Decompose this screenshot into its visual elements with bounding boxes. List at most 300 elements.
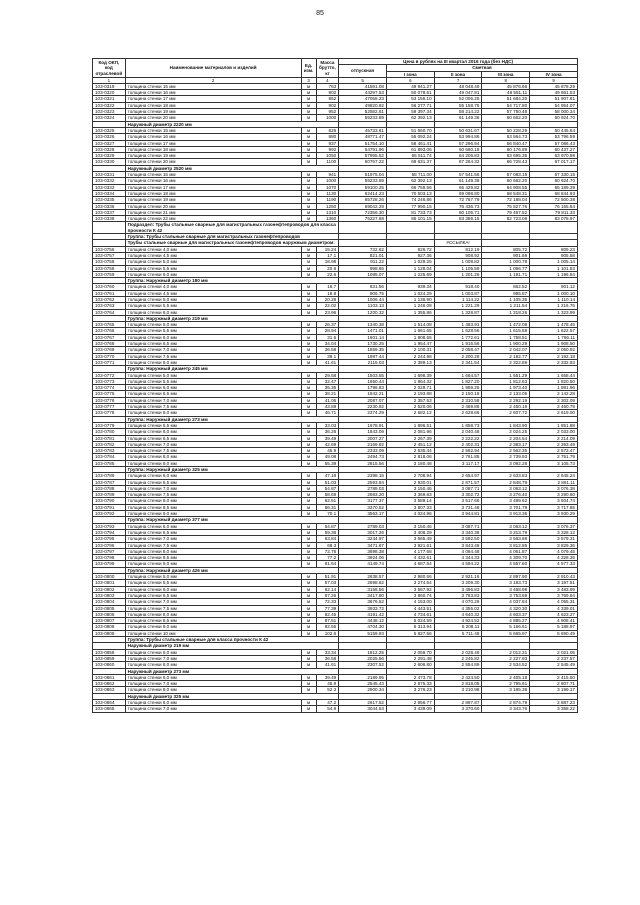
item-price: 1 851.88: [530, 422, 578, 428]
item-price: 3417.80: [339, 592, 387, 598]
item-unit: м: [301, 184, 316, 190]
item-price: 4 094.48: [434, 548, 482, 554]
item-price: 58 214.22: [434, 109, 482, 115]
item-price: 2 383.17: [482, 441, 530, 447]
item-price: 4 061.87: [482, 548, 530, 554]
item-code: 103-0332: [93, 178, 126, 184]
item-code: 103-0777: [93, 404, 126, 410]
item-mass: 1100: [316, 159, 339, 165]
item-code: 103-0791: [93, 504, 126, 510]
item-price: 3 829.36: [530, 542, 578, 548]
item-name: толщина стенки 5,5 мм: [125, 265, 301, 271]
item-price: 2 545.49: [530, 662, 578, 668]
item-price: 3 731.48: [434, 504, 482, 510]
item-name: толщина стенки 7,0 мм: [125, 599, 301, 605]
item-price: 3 783.83: [434, 592, 482, 598]
item-name: толщина стенки 15 мм: [125, 83, 301, 89]
item-price: 4 355.02: [434, 605, 482, 611]
table-body: [93, 83, 578, 712]
item-mass: 51.03: [316, 479, 339, 485]
item-price: 54791.96: [339, 146, 387, 152]
item-price: 2 645.24: [530, 473, 578, 479]
item-code: 103-0759: [93, 271, 126, 277]
item-price: 1 211.54: [482, 303, 530, 309]
item-code: 103-0861: [93, 674, 126, 680]
item-mass: 55.39: [316, 460, 339, 466]
item-price: 2 795.61: [482, 681, 530, 687]
item-price: 4 906.41: [530, 618, 578, 624]
item-price: 3 843.48: [434, 542, 482, 548]
item-price: 56 840.47: [482, 140, 530, 146]
item-price: 51754.10: [339, 140, 387, 146]
item-price: 65 189.39: [530, 184, 578, 190]
item-unit: м: [301, 460, 316, 466]
item-code: 103-0763: [93, 303, 126, 309]
item-mass: 41.61: [316, 662, 339, 668]
item-price: 53 156.10: [386, 96, 434, 102]
item-mass: 1000: [316, 178, 339, 184]
item-price: 2 142.28: [530, 391, 578, 397]
item-price: 3 369.83: [386, 492, 434, 498]
item-name: толщина стенки 19 мм: [125, 153, 301, 159]
item-price: 911.22: [339, 259, 387, 265]
item-price: 45 878.29: [530, 83, 578, 89]
item-mass: 54.9: [316, 706, 339, 712]
item-price: 2 897.90: [482, 574, 530, 580]
item-price: 60 660.18: [434, 146, 482, 152]
item-price: 68 844.93: [530, 190, 578, 196]
item-mass: 1050: [316, 153, 339, 159]
item-price: 3 180.48: [386, 460, 434, 466]
section-title: Подраздел: Трубы стальные сварные для магистральных газонефтепроводов для класса прочности К 42: [125, 222, 339, 234]
item-code: 103-0775: [93, 391, 126, 397]
item-code: 103-0778: [93, 410, 126, 416]
item-price: 2 980.56: [386, 574, 434, 580]
item-unit: м: [301, 341, 316, 347]
item-price: 1503.55: [339, 372, 387, 378]
section-title: Группа: Трубы стальные сварные для магистральных газонефтепроводов: [125, 234, 339, 240]
item-price: 1 008.82: [434, 259, 482, 265]
item-price: 3 340.38: [434, 529, 482, 535]
item-price: 62414.23: [339, 190, 387, 196]
item-price: 48771.47: [339, 134, 387, 140]
item-price: 1 128.04: [386, 265, 434, 271]
item-price: 1 110.14: [530, 296, 578, 302]
item-name: толщина стенки 6,5 мм: [125, 592, 301, 598]
item-price: 2189.95: [339, 674, 387, 680]
item-price: 2593.84: [339, 479, 387, 485]
item-price: 54 954.07: [530, 102, 578, 108]
item-price: 1 136.90: [386, 296, 434, 302]
item-price: 4 885.27: [482, 618, 530, 624]
item-price: 60 662.20: [482, 178, 530, 184]
item-code: 103-0806: [93, 611, 126, 617]
group-title: Группа: Наружный диаметр 245 мм: [125, 366, 339, 372]
item-price: 3 185.38: [482, 687, 530, 693]
item-price: 1 355.86: [386, 309, 434, 315]
item-unit: м: [301, 523, 316, 529]
item-price: 79 467.52: [482, 209, 530, 215]
item-unit: м: [301, 655, 316, 661]
item-unit: м: [301, 580, 316, 586]
group-title: Наружный диаметр 273 мм: [125, 668, 339, 674]
item-price: 3 753.69: [482, 592, 530, 598]
item-unit: м: [301, 197, 316, 203]
header-smetnaya: Сметная: [386, 65, 577, 71]
item-unit: м: [301, 115, 316, 121]
item-name: толщина стенки 19 мм: [125, 197, 301, 203]
item-code: 103-0771: [93, 359, 126, 365]
item-mass: 32.47: [316, 378, 339, 384]
item-mass: 937: [316, 140, 339, 146]
item-price: 4 177.68: [386, 548, 434, 554]
item-name: толщина стенки 21 мм: [125, 209, 301, 215]
item-price: 2 469.88: [434, 404, 482, 410]
item-price: 2900.34: [339, 687, 387, 693]
item-price: 2230.92: [339, 404, 387, 410]
item-code: 103-0779: [93, 422, 126, 428]
item-mass: 35.35: [316, 385, 339, 391]
item-price: 1 758.51: [482, 334, 530, 340]
item-name: толщина стенки 17 мм: [125, 184, 301, 190]
col-number: 5: [339, 77, 387, 83]
item-price: 2 310.58: [434, 397, 482, 403]
item-price: 2638.57: [339, 574, 387, 580]
item-unit: м: [301, 473, 316, 479]
item-mass: 62.14: [316, 586, 339, 592]
item-mass: 880: [316, 134, 339, 140]
item-price: 3158.56: [339, 586, 387, 592]
item-code: 103-0797: [93, 548, 126, 554]
item-price: 1 225.69: [386, 271, 434, 277]
item-name: толщина стенки 7,0 мм: [125, 536, 301, 542]
item-name: толщина стенки 8,0 мм: [125, 662, 301, 668]
item-code: 103-0328: [93, 146, 126, 152]
item-name: толщина стенки 20 мм: [125, 115, 301, 121]
item-price: 2 058.47: [434, 347, 482, 353]
item-price: 2 861.11: [530, 479, 578, 485]
item-mass: 38.21: [316, 391, 339, 397]
item-price: 67 264.32: [434, 159, 482, 165]
item-price: 3 210.98: [434, 687, 482, 693]
item-price: 2 871.57: [434, 479, 482, 485]
item-price: 1 664.57: [434, 372, 482, 378]
item-price: 3 807.33: [386, 504, 434, 510]
item-code: 103-0865: [93, 706, 126, 712]
item-price: 2 887.23: [530, 699, 578, 705]
item-price: 3 563.88: [482, 536, 530, 542]
item-price: 61 149.38: [434, 178, 482, 184]
item-unit: м: [301, 209, 316, 215]
item-price: 1 105.36: [482, 296, 530, 302]
item-name: толщина стенки 7,5 мм: [125, 353, 301, 359]
item-unit: м: [301, 303, 316, 309]
item-price: 67 017.17: [530, 159, 578, 165]
item-price: 862.52: [482, 284, 530, 290]
item-price: 63 695.36: [482, 153, 530, 159]
item-price: 812.19: [434, 246, 482, 252]
item-price: 1 196.84: [530, 271, 578, 277]
item-price: 68 631.37: [386, 159, 434, 165]
item-price: 85 101.15: [386, 216, 434, 222]
item-price: 3 358.22: [530, 706, 578, 712]
item-mass: 87.51: [316, 618, 339, 624]
item-name: толщина стенки 18 мм: [125, 146, 301, 152]
header-zone-3: III зона: [482, 71, 530, 77]
item-unit: м: [301, 435, 316, 441]
item-price: 3 468.98: [482, 586, 530, 592]
item-name: толщина стенки 7,0 мм: [125, 347, 301, 353]
item-price: 2 150.18: [434, 391, 482, 397]
item-price: 58 711.00: [386, 172, 434, 178]
item-unit: м: [301, 296, 316, 302]
item-price: 59 397.34: [386, 109, 434, 115]
item-price: 4 079.45: [530, 548, 578, 554]
item-price: 1 651.29: [482, 372, 530, 378]
item-price: 2789.03: [339, 523, 387, 529]
item-price: 4 055.31: [530, 599, 578, 605]
item-mass: 102.6: [316, 630, 339, 636]
item-name: толщина стенки 8,0 мм: [125, 548, 301, 554]
item-price: 60757.22: [339, 159, 387, 165]
item-name: толщина стенки 10 мм: [125, 630, 301, 636]
item-name: толщина стенки 5,5 мм: [125, 580, 301, 586]
header-unit: Ед. изм.: [301, 59, 316, 78]
item-price: 2333.09: [339, 448, 387, 454]
item-unit: м: [301, 592, 316, 598]
item-unit: м: [301, 309, 316, 315]
item-price: 4 070.26: [434, 599, 482, 605]
item-name: толщина стенки 16 мм: [125, 178, 301, 184]
group-title: Группа: Наружный диаметр 325 мм: [125, 467, 339, 473]
item-mass: 852: [316, 96, 339, 102]
item-price: 49 047.81: [434, 90, 482, 96]
item-mass: 45.9: [316, 681, 339, 687]
item-name: толщина стенки 5,0 мм: [125, 574, 301, 580]
item-unit: м: [301, 529, 316, 535]
item-price: 3 150.46: [386, 523, 434, 529]
item-price: 805.72: [482, 246, 530, 252]
item-code: 103-0795: [93, 536, 126, 542]
item-price: 1 216.76: [530, 303, 578, 309]
item-price: 57 083.15: [482, 172, 530, 178]
item-mass: 82.45: [316, 611, 339, 617]
item-code: 103-0335: [93, 197, 126, 203]
item-name: толщина стенки 6,0 мм: [125, 586, 301, 592]
item-name: толщина стенки 6,0 мм: [125, 334, 301, 340]
item-unit: м: [301, 624, 316, 630]
col-number: 8: [482, 77, 530, 83]
item-unit: м: [301, 422, 316, 428]
item-price: 60 176.89: [482, 146, 530, 152]
item-name: толщина стенки 8,0 мм: [125, 687, 301, 693]
item-price: 2 393.49: [530, 441, 578, 447]
item-price: 3177.37: [339, 498, 387, 504]
item-mass: 41.61: [316, 359, 339, 365]
item-unit: м: [301, 328, 316, 334]
item-mass: 72.76: [316, 548, 339, 554]
item-name: толщина стенки 8,0 мм: [125, 498, 301, 504]
item-name: толщина стенки 8,0 мм: [125, 359, 301, 365]
item-mass: 34.04: [316, 341, 339, 347]
item-unit: м: [301, 140, 316, 146]
item-price: 2 405.18: [482, 674, 530, 680]
item-name: толщина стенки 9,0 мм: [125, 561, 301, 567]
item-name: толщина стенки 7,0 мм: [125, 681, 301, 687]
item-price: 1 101.53: [530, 265, 578, 271]
item-code: 103-0863: [93, 687, 126, 693]
item-unit: м: [301, 479, 316, 485]
price-table: [92, 58, 578, 713]
item-price: 61 893.06: [386, 146, 434, 152]
item-name: толщина стенки 6,0 мм: [125, 649, 301, 655]
item-price: 60 924.70: [530, 115, 578, 121]
group-title: Группа: Наружный диаметр 219 мм: [125, 315, 339, 321]
item-price: 2 244.98: [386, 353, 434, 359]
item-price: 49 941.27: [386, 83, 434, 89]
item-price: 3 274.54: [386, 580, 434, 586]
item-price: 1942.21: [339, 391, 387, 397]
item-code: 103-0325: [93, 127, 126, 133]
item-price: 2 554.89: [434, 662, 482, 668]
item-price: 3 370.60: [434, 706, 482, 712]
item-unit: м: [301, 605, 316, 611]
item-price: 4 344.33: [434, 555, 482, 561]
item-name: толщина стенки 5,5 мм: [125, 303, 301, 309]
item-unit: м: [301, 127, 316, 133]
item-price: 905.58: [530, 252, 578, 258]
item-price: 2 192.18: [530, 353, 578, 359]
item-price: 2 389.13: [386, 359, 434, 365]
item-price: 1 954.47: [386, 341, 434, 347]
item-price: 901.12: [530, 284, 578, 290]
item-price: 72 188.04: [482, 197, 530, 203]
item-price: 3 812.85: [482, 542, 530, 548]
item-code: 103-0764: [93, 309, 126, 315]
group-title: Наружный диаметр 2220 мм: [125, 121, 339, 127]
item-price: 62 392.13: [386, 115, 434, 121]
item-price: 4448.12: [339, 618, 387, 624]
item-price: 1 000.10: [530, 290, 578, 296]
item-price: 2025.56: [339, 655, 387, 661]
item-code: 103-0334: [93, 190, 126, 196]
item-mass: 1250: [316, 203, 339, 209]
item-mass: 36.26: [316, 429, 339, 435]
item-unit: м: [301, 448, 316, 454]
item-name: толщина стенки 6,0 мм: [125, 309, 301, 315]
item-price: 1006.44: [339, 296, 387, 302]
item-price: 2087.07: [339, 397, 387, 403]
item-price: 1 024.29: [386, 290, 434, 296]
item-code: 103-0787: [93, 479, 126, 485]
header-zone-4: IV зона: [530, 71, 578, 77]
group-title: Группа: Наружный диаметр 426 мм: [125, 567, 339, 573]
item-price: 5 208.11: [434, 624, 482, 630]
item-mass: 43.89: [316, 404, 339, 410]
item-price: 61 149.38: [434, 115, 482, 121]
item-code: 103-0783: [93, 448, 126, 454]
item-price: 2 322.89: [482, 359, 530, 365]
item-price: 1 478.45: [530, 322, 578, 328]
item-price: 3698.38: [339, 548, 387, 554]
item-name: толщина стенки 8,0 мм: [125, 454, 301, 460]
item-price: 2 534.52: [482, 662, 530, 668]
item-unit: м: [301, 353, 316, 359]
item-mass: 28.94: [316, 328, 339, 334]
item-name: толщина стенки 22 мм: [125, 216, 301, 222]
item-price: 2 182.77: [482, 353, 530, 359]
item-unit: м: [301, 404, 316, 410]
item-unit: м: [301, 485, 316, 491]
item-code: 103-0319: [93, 83, 126, 89]
item-price: 47058.23: [339, 96, 387, 102]
item-name: толщина стенки 8,5 мм: [125, 618, 301, 624]
item-price: 3 199.17: [530, 687, 578, 693]
item-price: 44297.53: [339, 90, 387, 96]
item-price: 2 028.48: [434, 649, 482, 655]
item-unit: м: [301, 290, 316, 296]
item-price: 3 579.31: [530, 536, 578, 542]
item-price: 1 191.71: [482, 271, 530, 277]
item-mass: 47.2: [316, 699, 339, 705]
item-unit: м: [301, 378, 316, 384]
item-price: 2 654.97: [434, 473, 482, 479]
item-price: 2 024.25: [482, 429, 530, 435]
item-code: 103-0782: [93, 441, 126, 447]
item-mass: 47.18: [316, 473, 339, 479]
col-number: 9: [530, 77, 578, 83]
item-unit: м: [301, 555, 316, 561]
item-price: 1 864.32: [386, 378, 434, 384]
item-code: 103-0802: [93, 586, 126, 592]
item-unit: м: [301, 397, 316, 403]
item-price: 1 096.77: [482, 265, 530, 271]
item-price: 69 098.80: [434, 190, 482, 196]
item-name: толщина стенки 6,0 мм: [125, 473, 301, 479]
item-price: 2 818.05: [434, 681, 482, 687]
item-price: 2 739.93: [482, 454, 530, 460]
item-price: 76 155.84: [530, 203, 578, 209]
item-price: 1 628.56: [434, 328, 482, 334]
item-price: 3 343.76: [482, 706, 530, 712]
item-price: 2 628.66: [434, 410, 482, 416]
item-unit: м: [301, 649, 316, 655]
item-price: 1 827.20: [434, 378, 482, 384]
item-name: толщина стенки 6,5 мм: [125, 435, 301, 441]
item-price: 2 292.19: [482, 397, 530, 403]
item-price: 3 183.73: [482, 580, 530, 586]
item-price: 3370.52: [339, 504, 387, 510]
item-price: 68 548.31: [482, 190, 530, 196]
item-name: толщина стенки 6,5 мм: [125, 341, 301, 347]
item-price: 1 483.91: [434, 322, 482, 328]
item-mass: 66.31: [316, 504, 339, 510]
item-price: 60 924.70: [530, 178, 578, 184]
item-price: 3 087.71: [434, 523, 482, 529]
item-unit: м: [301, 284, 316, 290]
item-code: 103-0331: [93, 172, 126, 178]
item-name: толщина стенки 6,0 мм: [125, 271, 301, 277]
item-price: 3 592.50: [434, 536, 482, 542]
item-price: 52 006.25: [434, 96, 482, 102]
item-price: 1 858.73: [434, 422, 482, 428]
item-code: 103-0784: [93, 454, 126, 460]
item-name: толщина стенки 18 мм: [125, 190, 301, 196]
item-price: 53 796.59: [530, 134, 578, 140]
item-code: 103-0774: [93, 385, 126, 391]
item-price: 2 059.70: [386, 649, 434, 655]
item-code: 103-0321: [93, 96, 126, 102]
